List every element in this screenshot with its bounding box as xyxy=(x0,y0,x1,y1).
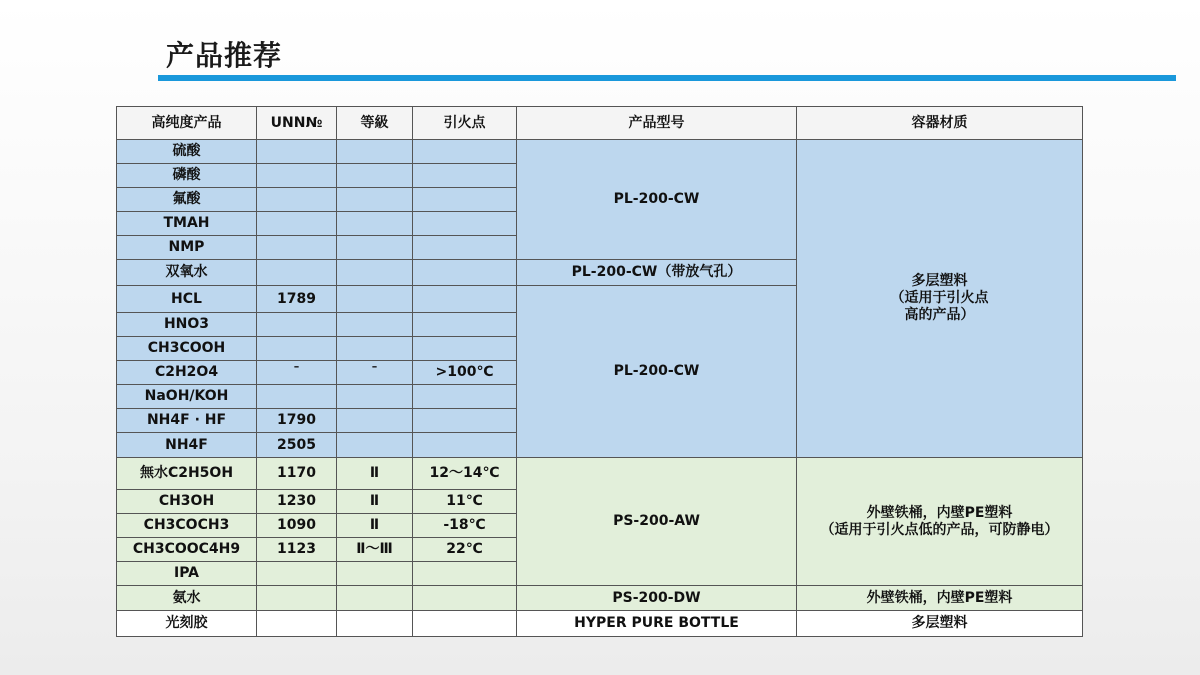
cell-product: 硫酸 xyxy=(117,140,257,164)
product-table xyxy=(116,106,1083,637)
table-header-row xyxy=(117,107,1083,140)
cell-product: CH3COOC4H9 xyxy=(117,538,257,562)
cell-container: 多层塑料 xyxy=(797,611,1083,637)
cell-product: HNO3 xyxy=(117,313,257,337)
cell-grade xyxy=(337,409,413,433)
cell-product: CH3COCH3 xyxy=(117,514,257,538)
cell-product: HCL xyxy=(117,286,257,313)
cell-unn: 1230 xyxy=(257,490,337,514)
cell-product: C2H2O4 xyxy=(117,361,257,385)
cell-unn: 1789 xyxy=(257,286,337,313)
cell-model: PS-200-AW xyxy=(517,458,797,586)
cell-product: 磷酸 xyxy=(117,164,257,188)
cell-flash-point xyxy=(413,236,517,260)
cell-grade xyxy=(337,586,413,611)
cell-grade xyxy=(337,164,413,188)
cell-product: CH3COOH xyxy=(117,337,257,361)
cell-unn xyxy=(257,188,337,212)
table-row xyxy=(117,140,1083,164)
cell-flash-point xyxy=(413,385,517,409)
cell-flash-point xyxy=(413,586,517,611)
cell-flash-point: 11℃ xyxy=(413,490,517,514)
cell-grade xyxy=(337,313,413,337)
cell-unn: 1090 xyxy=(257,514,337,538)
cell-product: 双氧水 xyxy=(117,260,257,286)
cell-grade: Ⅱ～Ⅲ xyxy=(337,538,413,562)
cell-grade xyxy=(337,212,413,236)
cell-grade xyxy=(337,337,413,361)
table-row xyxy=(117,586,1083,611)
cell-flash-point xyxy=(413,188,517,212)
cell-flash-point xyxy=(413,433,517,458)
header-container: 容器材质 xyxy=(797,107,1083,140)
cell-model: PL-200-CW（带放气孔） xyxy=(517,260,797,286)
slide-title: 产品推荐 xyxy=(166,39,283,72)
header-unn: UNN№ xyxy=(257,107,337,140)
cell-flash-point xyxy=(413,611,517,637)
cell-grade xyxy=(337,611,413,637)
cell-product: 氟酸 xyxy=(117,188,257,212)
cell-flash-point xyxy=(413,337,517,361)
cell-flash-point: 12～14℃ xyxy=(413,458,517,490)
cell-grade: Ⅱ xyxy=(337,514,413,538)
cell-flash-point xyxy=(413,562,517,586)
cell-container: 外壁铁桶，内壁PE塑料 （适用于引火点低的产品，可防静电） xyxy=(797,458,1083,586)
cell-grade xyxy=(337,361,413,385)
cell-container: 外壁铁桶，内壁PE塑料 xyxy=(797,586,1083,611)
cell-container: 多层塑料 （适用于引火点 高的产品） xyxy=(797,140,1083,458)
dash-mark: – xyxy=(293,360,300,373)
cell-unn xyxy=(257,212,337,236)
cell-unn xyxy=(257,385,337,409)
title-rule xyxy=(158,75,1176,81)
cell-model: HYPER PURE BOTTLE xyxy=(517,611,797,637)
table-row xyxy=(117,611,1083,637)
cell-flash-point: >100℃ xyxy=(413,361,517,385)
header-product: 高纯度产品 xyxy=(117,107,257,140)
cell-flash-point xyxy=(413,286,517,313)
cell-product: NH4F · HF xyxy=(117,409,257,433)
table-row xyxy=(117,458,1083,490)
cell-grade xyxy=(337,140,413,164)
cell-model: PL-200-CW xyxy=(517,286,797,458)
cell-flash-point: -18℃ xyxy=(413,514,517,538)
cell-flash-point xyxy=(413,260,517,286)
cell-unn xyxy=(257,611,337,637)
cell-unn xyxy=(257,140,337,164)
cell-grade xyxy=(337,260,413,286)
cell-unn xyxy=(257,313,337,337)
cell-grade xyxy=(337,562,413,586)
cell-product: TMAH xyxy=(117,212,257,236)
cell-product: NaOH/KOH xyxy=(117,385,257,409)
cell-unn: 2505 xyxy=(257,433,337,458)
cell-unn: 1170 xyxy=(257,458,337,490)
cell-flash-point: 22℃ xyxy=(413,538,517,562)
cell-grade xyxy=(337,286,413,313)
cell-product: 氨水 xyxy=(117,586,257,611)
header-model: 产品型号 xyxy=(517,107,797,140)
cell-product: CH3OH xyxy=(117,490,257,514)
cell-product: 無水C2H5OH xyxy=(117,458,257,490)
cell-product: 光刻胶 xyxy=(117,611,257,637)
cell-flash-point xyxy=(413,140,517,164)
cell-product: NMP xyxy=(117,236,257,260)
cell-model: PL-200-CW xyxy=(517,140,797,260)
cell-grade xyxy=(337,433,413,458)
cell-flash-point xyxy=(413,212,517,236)
cell-grade xyxy=(337,385,413,409)
cell-grade: Ⅱ xyxy=(337,458,413,490)
dash-mark: – xyxy=(371,360,378,373)
cell-grade: Ⅱ xyxy=(337,490,413,514)
cell-product: NH4F xyxy=(117,433,257,458)
header-grade: 等級 xyxy=(337,107,413,140)
cell-model: PS-200-DW xyxy=(517,586,797,611)
cell-product: IPA xyxy=(117,562,257,586)
cell-unn: 1123 xyxy=(257,538,337,562)
cell-unn xyxy=(257,562,337,586)
cell-grade xyxy=(337,188,413,212)
cell-unn xyxy=(257,164,337,188)
cell-unn xyxy=(257,260,337,286)
cell-grade xyxy=(337,236,413,260)
cell-unn xyxy=(257,586,337,611)
cell-unn: 1790 xyxy=(257,409,337,433)
cell-unn xyxy=(257,236,337,260)
cell-flash-point xyxy=(413,164,517,188)
cell-unn xyxy=(257,361,337,385)
cell-flash-point xyxy=(413,313,517,337)
header-flash-point: 引火点 xyxy=(413,107,517,140)
cell-unn xyxy=(257,337,337,361)
cell-flash-point xyxy=(413,409,517,433)
